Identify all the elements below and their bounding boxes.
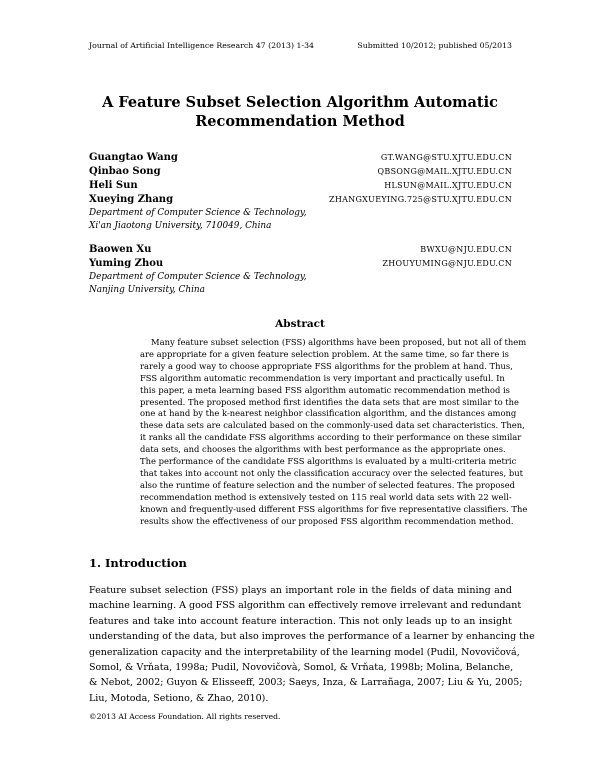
abstract-line: these data sets are calculated based on the commonly-used data set characteristics. Then, bbox=[140, 420, 525, 431]
abstract-line: also the runtime of feature selection and the number of selected features. The proposed bbox=[140, 479, 516, 490]
copyright-footer: ©2013 AI Access Foundation. All rights reserved. bbox=[89, 712, 281, 721]
title-line-1: A Feature Subset Selection Algorithm Automatic bbox=[102, 94, 498, 111]
abstract-line: that takes into account not only the classification accuracy over the selected features, but bbox=[140, 467, 523, 478]
introduction-paragraph bbox=[89, 583, 535, 706]
paper-title bbox=[0, 93, 600, 131]
abstract-line: rarely a good way to choose appropriate FSS algorithms for the problem at hand. Thus, bbox=[140, 360, 513, 371]
author-row bbox=[89, 166, 512, 179]
author-name: Qinbao Song bbox=[89, 166, 161, 177]
title-line-2: Recommendation Method bbox=[195, 113, 405, 130]
author-name: Heli Sun bbox=[89, 180, 138, 191]
body-line: & Nebot, 2002; Guyon & Elisseeff, 2003; Saeys, Inza, & Larrañaga, 2007; Liu & Yu, 2005; bbox=[89, 677, 523, 689]
body-line: Somol, & Vrňata, 1998a; Pudil, Novovičovà, Somol, & Vrňata, 1998b; Molina, Belanche, bbox=[89, 662, 514, 674]
author-row bbox=[89, 194, 512, 207]
affiliation-1 bbox=[89, 207, 307, 233]
abstract-line: one at hand by the k-nearest neighbor classification algorithm, and the distances among bbox=[140, 408, 517, 419]
body-line: features and take into account feature interaction. This not only leads up to an insight bbox=[89, 615, 512, 627]
abstract-line: recommendation method is extensively tested on 115 real world data sets with 22 well- bbox=[140, 491, 512, 502]
body-line: Feature subset selection (FSS) plays an important role in the fields of data mining and bbox=[89, 585, 512, 596]
abstract-heading: Abstract bbox=[275, 318, 325, 330]
journal-header: Journal of Artificial Intelligence Research 47 (2013) 1-34 bbox=[89, 41, 315, 50]
affiliation-line: Nanjing University, China bbox=[89, 285, 205, 295]
affiliation-line: Department of Computer Science & Technology, bbox=[89, 208, 307, 218]
author-name: Guangtao Wang bbox=[89, 152, 178, 163]
affiliation-2 bbox=[89, 271, 307, 297]
abstract-line: known and frequently-used different FSS algorithms for five representative classifiers. The bbox=[140, 503, 528, 514]
author-row bbox=[89, 180, 512, 193]
affiliation-line: Xi'an Jiaotong University, 710049, China bbox=[89, 221, 272, 231]
body-line: machine learning. A good FSS algorithm can effectively remove irrelevant and redundant bbox=[89, 600, 522, 612]
abstract-line: are appropriate for a given feature selection problem. At the same time, so far there is bbox=[140, 348, 509, 359]
section-heading-introduction: 1. Introduction bbox=[89, 556, 187, 570]
abstract-line: this paper, a meta learning based FSS algorithm automatic recommendation method is bbox=[140, 384, 510, 395]
author-email[interactable]: ZHOUYUMING@NJU.EDU.CN bbox=[382, 259, 512, 268]
body-line: understanding of the data, but also improves the performance of a learner by enhancing the bbox=[89, 631, 535, 643]
abstract-line: results show the effectiveness of our proposed FSS algorithm recommendation method. bbox=[140, 515, 514, 526]
author-name: Yuming Zhou bbox=[89, 258, 164, 269]
affiliation-line: Department of Computer Science & Technology, bbox=[89, 272, 307, 282]
author-row bbox=[89, 258, 512, 271]
abstract-line: Many feature subset selection (FSS) algorithms have been proposed, but not all of them bbox=[151, 337, 527, 347]
author-row bbox=[89, 152, 512, 165]
body-line: generalization capacity and the interpretability of the learning model (Pudil, Novovičová, bbox=[89, 646, 520, 658]
author-row bbox=[89, 244, 512, 257]
abstract-line: FSS algorithm automatic recommendation is very important and practically useful. In bbox=[140, 372, 505, 383]
abstract-line: presented. The proposed method first identifies the data sets that are most similar to the bbox=[140, 396, 519, 407]
author-name: Xueying Zhang bbox=[89, 194, 174, 205]
author-email[interactable]: ZHANGXUEYING.725@STU.XJTU.EDU.CN bbox=[328, 195, 512, 204]
author-email[interactable]: BWXU@NJU.EDU.CN bbox=[420, 245, 512, 254]
author-email[interactable]: QBSONG@MAIL.XJTU.EDU.CN bbox=[377, 167, 512, 176]
abstract-line: it ranks all the candidate FSS algorithms according to their performance on these similar bbox=[140, 432, 522, 443]
abstract-line: data sets, and chooses the algorithms with best performance as the appropriate ones. bbox=[140, 444, 506, 455]
author-name: Baowen Xu bbox=[89, 244, 152, 255]
abstract-line: The performance of the candidate FSS algorithms is evaluated by a multi-criteria metric bbox=[140, 456, 517, 467]
author-email[interactable]: HLSUN@MAIL.XJTU.EDU.CN bbox=[384, 181, 512, 190]
submission-dates: Submitted 10/2012; published 05/2013 bbox=[357, 41, 512, 50]
body-line: Liu, Motoda, Setiono, & Zhao, 2010). bbox=[89, 692, 269, 704]
abstract-body bbox=[140, 337, 528, 528]
author-email[interactable]: GT.WANG@STU.XJTU.EDU.CN bbox=[380, 153, 512, 162]
